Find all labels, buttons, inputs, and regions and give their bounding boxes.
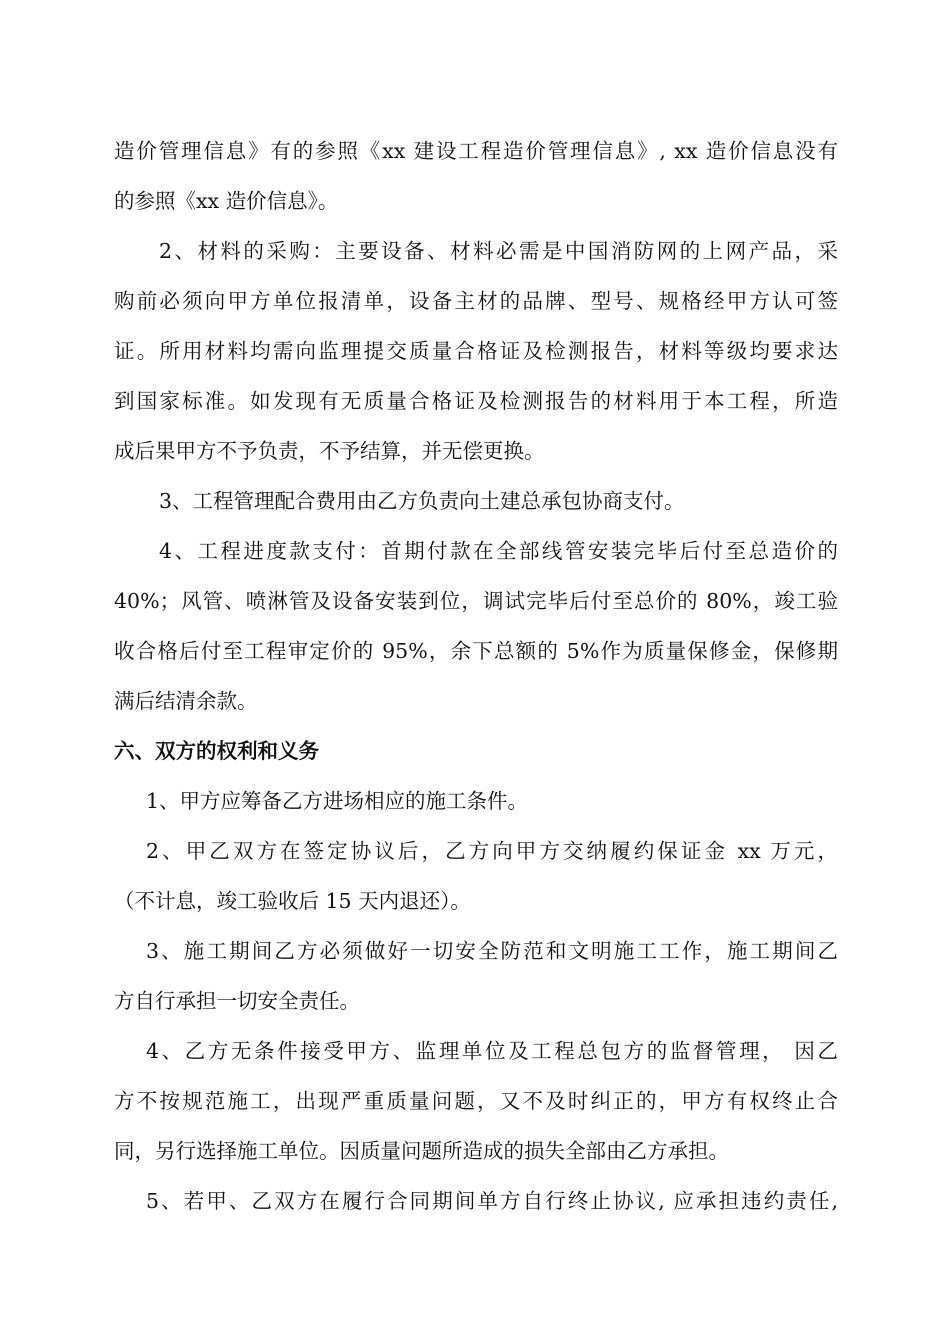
text-line: 4、工程进度款支付：首期付款在全部线管安装完毕后付至总造价的 (159, 539, 838, 563)
text-line: 5、若甲、乙双方在履行合同期间单方自行终止协议, 应承担违约责任, (146, 1189, 838, 1213)
text-line: 同，另行选择施工单位。因质量问题所造成的损失全部由乙方承担。 (114, 1139, 729, 1163)
text-line: 满后结清余款。 (114, 689, 258, 713)
text-line: 到国家标准。如发现有无质量合格证及检测报告的材料用于本工程，所造 (114, 389, 838, 413)
text-line: 的参照《xx 造价信息》。 (114, 189, 339, 213)
section-heading: 六、双方的权利和义务 (114, 739, 319, 763)
text-line: 成后果甲方不予负责，不予结算，并无偿更换。 (114, 439, 545, 463)
text-line: 1、甲方应筹备乙方进场相应的施工条件。 (146, 789, 529, 813)
text-line: 方不按规范施工，出现严重质量问题，又不及时纠正的，甲方有权终止合 (114, 1089, 838, 1113)
text-line: 3、工程管理配合费用由乙方负责向土建总承包协商支付。 (159, 489, 685, 513)
text-line: 造价管理信息》有的参照《xx 建设工程造价管理信息》, xx 造价信息没有 (114, 139, 838, 163)
text-line: 证。所用材料均需向监理提交质量合格证及检测报告，材料等级均要求达 (114, 339, 838, 363)
document-page (114, 132, 838, 1232)
text-line: 4、乙方无条件接受甲方、监理单位及工程总包方的监督管理， 因乙 (146, 1039, 838, 1063)
text-line: 购前必须向甲方单位报清单，设备主材的品牌、型号、规格经甲方认可签 (114, 289, 838, 313)
text-line: 40%；风管、喷淋管及设备安装到位，调试完毕后付至总价的 80%，竣工验 (114, 589, 838, 613)
text-line: 收合格后付至工程审定价的 95%，余下总额的 5%作为质量保修金，保修期 (114, 639, 838, 663)
text-line: 3、施工期间乙方必须做好一切安全防范和文明施工工作，施工期间乙 (146, 939, 838, 963)
text-line: 方自行承担一切安全责任。 (114, 989, 360, 1013)
text-line: 2、甲乙双方在签定协议后，乙方向甲方交纳履约保证金 xx 万元， (146, 839, 838, 863)
text-line: （不计息，竣工验收后 15 天内退还）。 (114, 889, 471, 913)
text-line: 2、材料的采购：主要设备、材料必需是中国消防网的上网产品，采 (159, 239, 838, 263)
